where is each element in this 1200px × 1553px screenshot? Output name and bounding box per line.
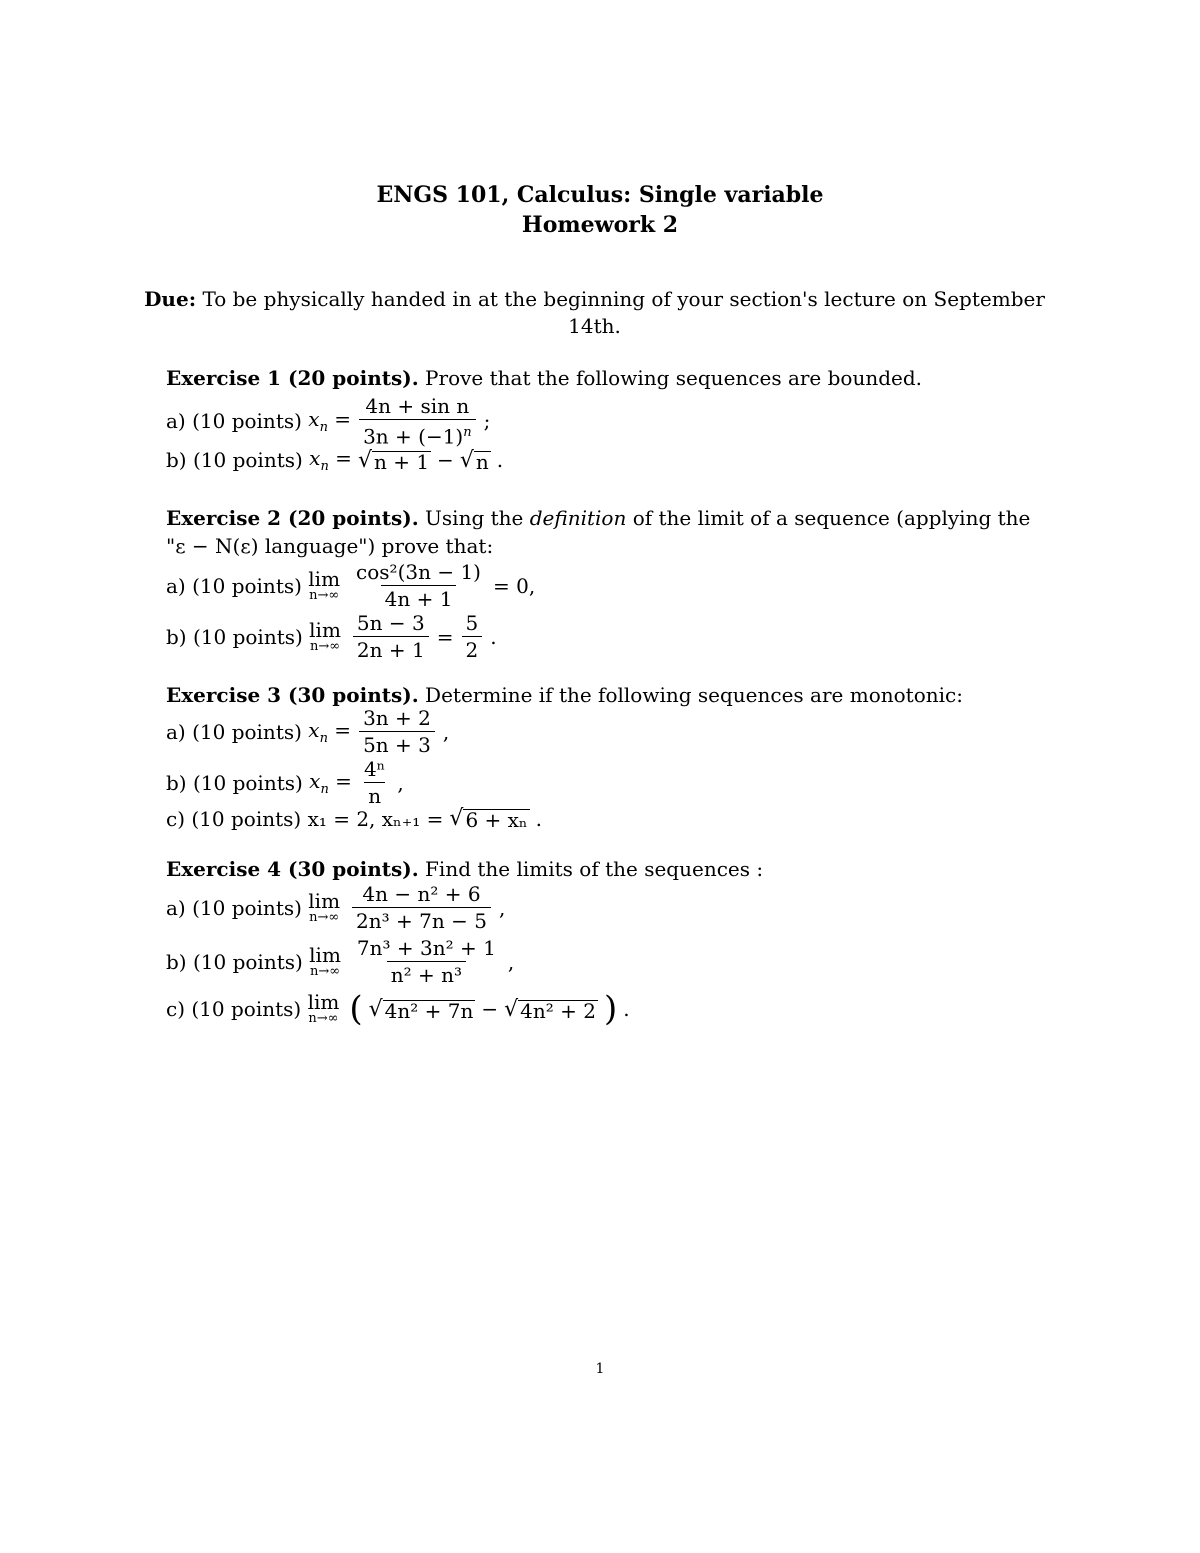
exercise-2a-label: a) (10 points) xyxy=(166,573,302,598)
exercise-1-text: Prove that the following sequences are bounded. xyxy=(425,366,923,390)
exercise-3c-label: c) (10 points) xyxy=(166,806,302,831)
exercise-2-heading: Exercise 2 (20 points). Using the definition of the limit of a sequence (applying the xyxy=(166,506,1031,530)
exercise-3a-formula: $x_n$ = $\frac{3n + 2}{5n + 3}$ , xyxy=(308,706,450,757)
exercise-4c-formula: lim n→∞ ( √ 4n² + 7n − √ 4n² + 2 ) . xyxy=(307,989,630,1029)
exercise-4a xyxy=(166,882,505,938)
square-root: √ 4n² + 7n xyxy=(368,996,474,1023)
exercise-3a-label: a) (10 points) xyxy=(166,719,302,744)
exercise-3c-formula: x₁ = 2, xₙ₊₁ = √ 6 + xₙ . xyxy=(307,806,542,832)
limit-operator: lim n→∞ xyxy=(309,617,341,654)
exercise-3-text: Determine if the following sequences are monotonic: xyxy=(425,683,963,707)
definition-emphasis: definition xyxy=(529,506,627,530)
exercise-2-title: Exercise 2 (20 points). xyxy=(166,506,419,530)
exercise-4c xyxy=(166,989,630,1038)
exercise-1-heading xyxy=(166,366,922,390)
exercise-3b-formula: $x_n$ = $\frac{\text{4ⁿ}}{n}$ , xyxy=(309,757,404,808)
fraction: $\frac{5n - 3}{2n + 1}$ xyxy=(353,611,429,662)
exercise-1b-formula: $x_n$ = √ n + 1 − √ n . xyxy=(309,446,504,474)
square-root: √ n xyxy=(459,447,489,474)
exercise-3c xyxy=(166,805,542,841)
exercise-2-text-line2: "ε − N(ε) language") prove that: xyxy=(166,534,494,558)
due-text: To be physically handed in at the beginning of your section's lecture on September 14th. xyxy=(202,287,1045,338)
fraction: $\frac{\text{7n³ + 3n² + 1}}{\text{n² + n³}}$ xyxy=(356,936,496,987)
document-subtitle: Homework 2 xyxy=(521,212,679,238)
fraction: $\frac{3n + 2}{5n + 3}$ xyxy=(359,706,435,757)
exercise-4b-formula: lim n→∞ $\frac{\text{7n³ + 3n² + 1}}{\text{n² + n³}}$ , xyxy=(309,936,515,987)
exercise-3a xyxy=(166,706,449,762)
fraction: $\frac{\text{4n − n² + 6}}{\text{2n³ + 7n − 5}}$ xyxy=(352,882,491,933)
exercise-4c-label: c) (10 points) xyxy=(166,997,302,1021)
square-root: √ n + 1 xyxy=(357,447,430,474)
fraction: $\frac{\text{4ⁿ}}{n}$ xyxy=(363,757,386,808)
limit-operator: lim n→∞ xyxy=(309,942,341,979)
fraction: $\frac{\text{cos²(3n − 1)}}{4n + 1}$ xyxy=(356,560,481,611)
exercise-3-title: Exercise 3 (30 points). xyxy=(166,683,419,707)
due-label: Due: xyxy=(144,287,197,311)
exercise-4b-label: b) (10 points) xyxy=(166,949,303,974)
limit-operator: lim n→∞ xyxy=(308,888,341,925)
exercise-1a-formula: $x_n$ = $\frac{\text{4n + sin n}}{3n + (-1)^n}$ ; xyxy=(308,394,491,449)
exercise-2b-label: b) (10 points) xyxy=(166,624,303,649)
exercise-3b-label: b) (10 points) xyxy=(166,770,303,795)
square-root: √ 4n² + 2 xyxy=(504,996,596,1023)
exercise-1a xyxy=(166,394,490,450)
fraction: $\frac{5}{2}$ xyxy=(462,611,483,662)
due-paragraph xyxy=(142,286,1047,340)
exercise-1b xyxy=(166,446,503,482)
exercise-2b xyxy=(166,611,497,667)
exercise-4b xyxy=(166,936,514,992)
fraction: $\frac{\text{4n + sin n}}{3n + (-1)^n}$ xyxy=(359,394,476,449)
page-number: 1 xyxy=(595,1361,605,1377)
exercise-4a-label: a) (10 points) xyxy=(166,895,302,920)
limit-operator: lim n→∞ xyxy=(308,566,341,603)
exercise-4-title: Exercise 4 (30 points). xyxy=(166,857,419,881)
exercise-1a-label: a) (10 points) xyxy=(166,409,302,434)
exercise-4-heading xyxy=(166,857,763,881)
exercise-4a-formula: lim n→∞ $\frac{\text{4n − n² + 6}}{\text{2n³ + 7n − 5}}$ , xyxy=(308,882,506,933)
exercise-2a-formula: lim n→∞ $\frac{\text{cos²(3n − 1)}}{4n + 1}$ = 0, xyxy=(308,560,536,611)
exercise-2b-formula: lim n→∞ $\frac{5n - 3}{2n + 1}$ = $\frac{5}{2}$ . xyxy=(309,611,497,662)
exercise-1-title: Exercise 1 (20 points). xyxy=(166,366,419,390)
exercise-3-heading xyxy=(166,683,963,707)
exercise-4-text: Find the limits of the sequences : xyxy=(425,857,764,881)
exercise-2a xyxy=(166,560,535,616)
document-title: ENGS 101, Calculus: Single variable xyxy=(376,182,824,208)
square-root: √ 6 + xₙ xyxy=(449,806,528,832)
limit-operator: lim n→∞ xyxy=(307,990,340,1026)
exercise-1b-label: b) (10 points) xyxy=(166,448,303,472)
